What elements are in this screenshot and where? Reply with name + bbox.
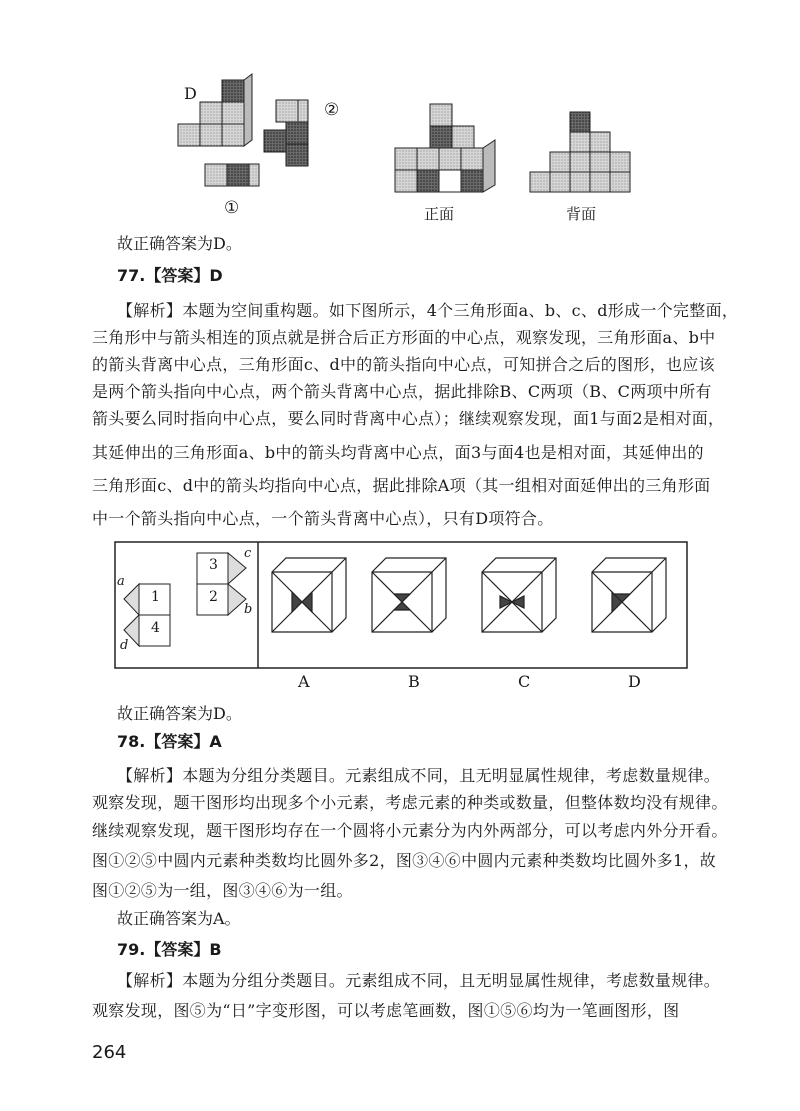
net-label-b: b bbox=[244, 602, 253, 617]
net-face-3: 3 bbox=[209, 557, 218, 573]
option-c: C bbox=[518, 672, 531, 691]
option-d: D bbox=[628, 672, 641, 691]
net-face-1: 1 bbox=[151, 589, 160, 605]
paragraph-line: 观察发现，题干图形均出现多个小元素，考虑元素的种类或数量，但整体数均没有规律。 bbox=[92, 793, 728, 812]
option-b: B bbox=[408, 672, 420, 691]
cube-a bbox=[272, 558, 346, 632]
back-view bbox=[530, 112, 630, 192]
label-front: 正面 bbox=[424, 205, 455, 223]
paragraph-line: 图①②⑤为一组，图③④⑥为一组。 bbox=[92, 881, 353, 900]
cube-stack-figure bbox=[0, 0, 800, 230]
net-label-d: d bbox=[120, 638, 129, 653]
paragraph-line: 的箭头背离中心点，三角形面c、d中的箭头指向中心点，可知拼合之后的图形，也应该 bbox=[92, 355, 715, 374]
q78-answer: 故正确答案为A。 bbox=[117, 909, 241, 928]
paragraph-line: 三角形面c、d中的箭头均指向中心点，据此排除A项（其一组相对面延伸出的三角形面 bbox=[92, 476, 711, 495]
cube-net-figure bbox=[0, 538, 800, 698]
front-view bbox=[395, 104, 495, 192]
paragraph-line: 箭头要么同时指向中心点，要么同时背离中心点）；继续观察发现，面1与面2是相对面， bbox=[92, 409, 725, 428]
net-face-2: 2 bbox=[209, 589, 218, 605]
label-d: D bbox=[184, 84, 197, 103]
paragraph-line: 其延伸出的三角形面a、b中的箭头均背离中心点，面3与面4也是相对面，其延伸出的 bbox=[92, 443, 704, 462]
option-a: A bbox=[298, 672, 310, 691]
net-label-c: c bbox=[244, 546, 252, 561]
cube-c bbox=[482, 558, 556, 632]
paragraph-line: 继续观察发现，题干图形均存在一个圆将小元素分为内外两部分，可以考虑内外分开看。 bbox=[92, 821, 728, 840]
piece-2 bbox=[264, 100, 308, 166]
q77-heading: 77.【答案】D bbox=[117, 266, 223, 285]
net bbox=[124, 553, 246, 646]
net-label-a: a bbox=[117, 574, 125, 589]
paragraph-line: 【解析】本题为分组分类题目。元素组成不同，且无明显属性规律，考虑数量规律。 bbox=[117, 971, 721, 990]
q79-heading: 79.【答案】B bbox=[117, 940, 222, 959]
paragraph-line: 是两个箭头指向中心点，两个箭头背离中心点，据此排除B、C两项（B、C两项中所有 bbox=[92, 382, 712, 401]
paragraph-line: 观察发现，图⑤为“日”字变形图，可以考虑笔画数，图①⑤⑥均为一笔画图形，图 bbox=[92, 1001, 680, 1020]
page-number: 264 bbox=[92, 1042, 127, 1063]
label-back: 背面 bbox=[566, 205, 597, 223]
cube-b bbox=[372, 558, 446, 632]
paragraph-line: 【解析】本题为空间重构题。如下图所示，4个三角形面a、b、c、d形成一个完整面， bbox=[117, 301, 739, 320]
paragraph-line: 三角形中与箭头相连的顶点就是拼合后正方形面的中心点，观察发现，三角形面a、b中 bbox=[92, 328, 716, 347]
q78-heading: 78.【答案】A bbox=[117, 732, 222, 751]
label-circ-1: ① bbox=[224, 198, 240, 218]
paragraph-line: 图①②⑤中圆内元素种类数均比圆外多2，图③④⑥中圆内元素种类数均比圆外多1，故 bbox=[92, 851, 717, 870]
paragraph-line: 中一个箭头指向中心点，一个箭头背离中心点），只有D项符合。 bbox=[92, 509, 554, 528]
q77-answer: 故正确答案为D。 bbox=[117, 704, 242, 723]
label-circ-2: ② bbox=[324, 100, 340, 120]
paragraph-line: 【解析】本题为分组分类题目。元素组成不同，且无明显属性规律，考虑数量规律。 bbox=[117, 766, 721, 785]
net-face-4: 4 bbox=[151, 620, 160, 636]
option-cubes bbox=[272, 558, 666, 632]
q76-answer: 故正确答案为D。 bbox=[117, 234, 242, 253]
cube-d bbox=[592, 558, 666, 632]
